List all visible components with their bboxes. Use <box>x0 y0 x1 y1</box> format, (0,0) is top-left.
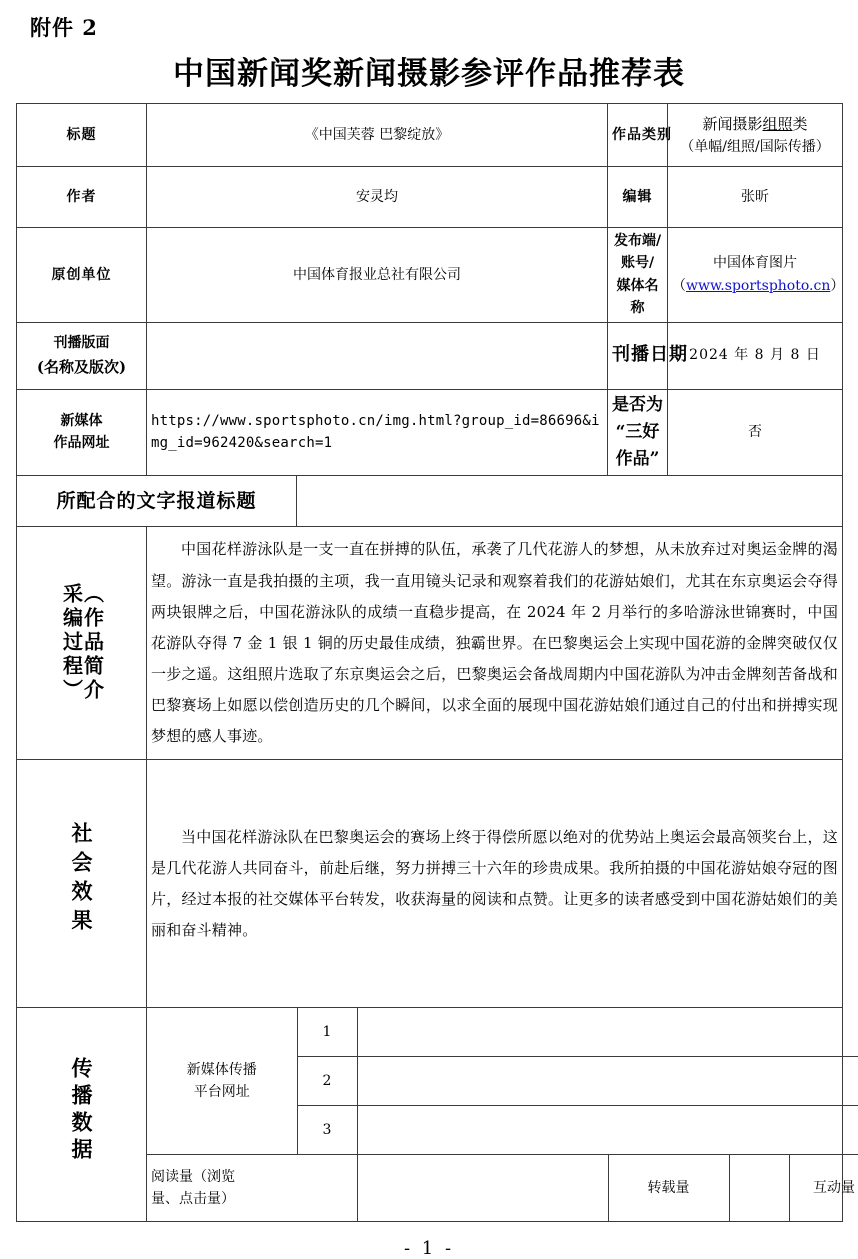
category-hint: （单幅/组照/国际传播） <box>680 138 830 155</box>
three-good-label-line2: “三好作品” <box>615 421 660 469</box>
table-row-companion-title <box>17 476 843 527</box>
effect-label <box>17 760 147 1008</box>
paren-close: ） <box>830 277 845 294</box>
channel-value <box>668 228 843 323</box>
page-title: 中国新闻奖新闻摄影参评作品推荐表 <box>173 56 685 92</box>
category-label-text: 作品类别 <box>612 126 673 143</box>
channel-label-line1: 发布端/账号/ <box>613 233 662 272</box>
read-count-label <box>147 1155 357 1222</box>
media-website-link[interactable]: www.sportsphoto.cn <box>686 277 831 294</box>
table-row-author <box>17 167 843 228</box>
platform-label-line2: 平台网址 <box>193 1084 250 1101</box>
spread-label <box>17 1008 147 1222</box>
origin-label: 原创单位 <box>17 228 147 323</box>
category-value <box>668 104 843 167</box>
paren-open: （ <box>672 277 687 294</box>
platform-label-line1: 新媒体传播 <box>186 1061 257 1078</box>
platform-row-1 <box>147 1008 858 1057</box>
category-label <box>608 104 673 167</box>
channel-label <box>608 228 668 323</box>
category-suffix: 类 <box>792 114 808 133</box>
page-number: - 1 - <box>403 1238 455 1259</box>
table-row-edition <box>17 322 843 389</box>
interact-count-label: 互动量 <box>789 1155 858 1222</box>
editor-value: 张昕 <box>668 167 843 228</box>
table-row-intro <box>17 527 843 760</box>
newmedia-label-line1: 新媒体 <box>60 412 103 429</box>
table-row-spread <box>17 1008 843 1222</box>
companion-label: 所配合的文字报道标题 <box>17 476 297 527</box>
intro-text-cell <box>147 527 843 760</box>
intro-label-col-left: 采编过程） <box>59 583 84 704</box>
category-underlined: 组照 <box>762 114 793 133</box>
repost-count-label: 转载量 <box>608 1155 729 1222</box>
spread-label-text: 传播数据 <box>69 1056 94 1165</box>
intro-label-col-right: （作品简介 <box>80 583 105 704</box>
three-good-value: 否 <box>668 389 843 476</box>
platform-label <box>147 1008 297 1155</box>
platform-value-1[interactable] <box>357 1008 858 1057</box>
table-row-origin <box>17 228 843 323</box>
platform-value-2[interactable] <box>357 1057 858 1106</box>
intro-label-vertical-wrap <box>21 529 142 757</box>
intro-label <box>17 527 147 760</box>
channel-media-name: 中国体育图片 <box>713 255 798 272</box>
document-page <box>0 12 858 1259</box>
author-label: 作者 <box>17 167 147 228</box>
category-prefix: 新闻摄影 <box>702 114 763 133</box>
platform-index-1: 1 <box>297 1008 357 1057</box>
read-count-value[interactable] <box>357 1155 608 1222</box>
origin-value: 中国体育报业总社有限公司 <box>147 228 608 323</box>
table-row-title <box>17 104 843 167</box>
companion-value[interactable] <box>297 476 843 527</box>
edition-label-line2: (名称及版次) <box>36 357 127 376</box>
effect-text-cell <box>147 760 843 1008</box>
platform-index-2: 2 <box>297 1057 357 1106</box>
three-good-label <box>608 389 668 476</box>
spread-inner-cell <box>147 1008 855 1222</box>
platform-value-3[interactable] <box>357 1106 858 1155</box>
three-good-label-line1: 是否为 <box>612 394 664 415</box>
attachment-label: 附件 2 <box>30 15 98 40</box>
title-value: 《中国芙蓉 巴黎绽放》 <box>147 104 608 167</box>
platform-index-3: 3 <box>297 1106 357 1155</box>
channel-label-line2: 媒体名称 <box>616 277 659 317</box>
edition-label <box>17 322 147 389</box>
newmedia-label <box>17 389 147 476</box>
author-value: 安灵均 <box>147 167 608 228</box>
edition-value[interactable] <box>147 322 608 389</box>
channel-media-url-line <box>672 275 845 297</box>
intro-paragraph: 中国花样游泳队是一支一直在拼搏的队伍，承袭了几代花游人的梦想，从未放弃过对奥运金牌的渴望。游泳一直是我拍摄的主项，我一直用镜头记录和观察着我们的花游姑娘们，尤其在东京奥运会夺得两块银牌之后，中国花游泳队的成绩一直稳步提高，在 2024 年 2 月举行的多哈游泳世锦赛时，中国花游队夺得 7 金 1 银 1 铜的历史最佳成绩，独霸世界。在巴黎奥运会上实现中国花游的金牌突破仅仅一步之遥。这组照片选取了东京奥运会之后，巴黎奥运会备战周期内中国花游队为冲击金牌刻苦备战和巴黎赛场上如愿以偿创造历史的几个瞬间，以求全面的展现中国花游姑娘们通过自己的付出和拼搏实现梦想的感人事迹。 <box>151 540 839 745</box>
table-row-effect <box>17 760 843 1008</box>
pubdate-value: 2024 年 8 月 8 日 <box>668 322 843 389</box>
table-row-newmedia-url <box>17 389 843 476</box>
newmedia-url-value[interactable]: https://www.sportsphoto.cn/img.html?group_id=86696&img_id=962420&search=1 <box>147 389 608 476</box>
pubdate-label: 刊播日期 <box>608 322 668 389</box>
effect-label-text: 社会效果 <box>69 821 94 938</box>
read-count-label-line2: 量、点击量） <box>151 1191 235 1208</box>
repost-count-value[interactable] <box>729 1155 789 1222</box>
effect-paragraph: 当中国花样游泳队在巴黎奥运会的赛场上终于得偿所愿以绝对的优势站上奥运会最高领奖台上，这是几代花游人共同奋斗，前赴后继，努力拼搏三十六年的珍贵成果。我所拍摄的中国花游姑娘夺冠的图片，经过本报的社交媒体平台转发，收获海量的阅读和点赞。让更多的读者感受到中国花游姑娘们的美丽和奋斗精神。 <box>151 827 839 939</box>
newmedia-label-line2: 作品网址 <box>53 435 110 452</box>
spread-inner-table <box>147 1008 858 1221</box>
title-label: 标题 <box>17 104 147 167</box>
recommendation-form-table <box>16 103 855 1222</box>
metrics-row <box>147 1155 858 1222</box>
editor-label: 编辑 <box>608 167 668 228</box>
read-count-label-line1: 阅读量（浏览 <box>151 1168 235 1185</box>
edition-label-line1: 刊播版面 <box>53 335 110 352</box>
